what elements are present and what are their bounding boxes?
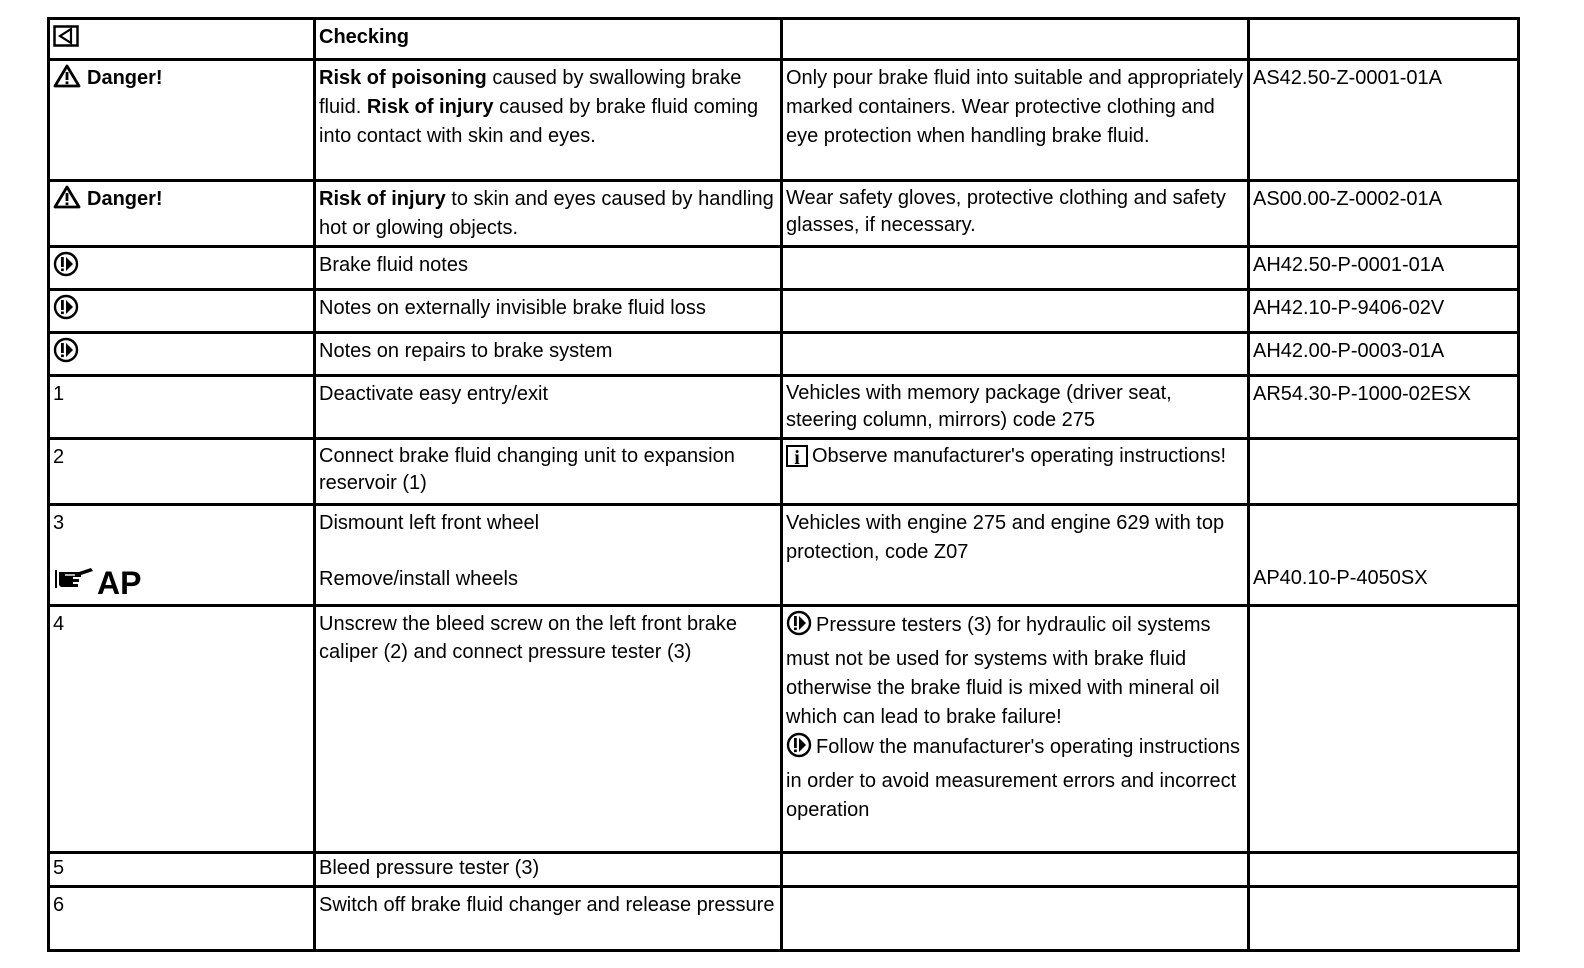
empty-cell: [782, 247, 1249, 290]
table-row: [49, 887, 1519, 951]
table-row: [49, 290, 1519, 333]
icon-cell: [49, 290, 315, 333]
note-paragraph: [786, 610, 1243, 732]
danger-cell: [49, 181, 315, 247]
document-reference[interactable]: AH42.10-P-9406-02V: [1249, 290, 1519, 333]
note-paragraph: [786, 732, 1243, 825]
step-text: Unscrew the bleed screw on the left front brake caliper (2) and connect pressure tester (3): [315, 606, 782, 853]
step-condition: Vehicles with memory package (driver seat, steering column, mirrors) code 275: [782, 376, 1249, 439]
danger-cell: [49, 60, 315, 181]
document-reference[interactable]: AP40.10-P-4050SX: [1253, 567, 1428, 589]
empty-cell: [1249, 887, 1519, 951]
empty-cell: [1249, 606, 1519, 853]
section-title: Checking: [315, 19, 782, 60]
table-row: [49, 376, 1519, 439]
hazard-measure: Wear safety gloves, protective clothing and safety glasses, if necessary.: [782, 181, 1249, 247]
note-text: Follow the manufacturer's operating instructions in order to avoid measurement errors and incorrect operation: [786, 736, 1241, 821]
warning-triangle-icon: [53, 64, 81, 97]
hand-pointer-icon: [53, 564, 95, 601]
document-reference[interactable]: AH42.50-P-0001-01A: [1249, 247, 1519, 290]
step-text-cell: [315, 505, 782, 606]
document-reference[interactable]: AS42.50-Z-0001-01A: [1249, 60, 1519, 181]
note-text: Pressure testers (3) for hydraulic oil systems must not be used for systems with brake fluid otherwise the brake fluid is mixed with mineral oil which can lead to brake failure!: [786, 614, 1220, 728]
step-text: Notes on externally invisible brake fluid loss: [315, 290, 782, 333]
table-row: [49, 505, 1519, 606]
table-row: [49, 60, 1519, 181]
empty-cell: [1249, 19, 1519, 60]
step-text: Brake fluid notes: [315, 247, 782, 290]
table-row: [49, 333, 1519, 376]
danger-label: Danger!: [87, 188, 163, 210]
danger-label: Danger!: [87, 67, 163, 89]
table-row: [49, 853, 1519, 887]
step-number: 1: [49, 376, 315, 439]
hazard-measure: Only pour brake fluid into suitable and appropriately marked containers. Wear protective clothing and eye protection when handling brake fluid.: [782, 60, 1249, 181]
step-text: Connect brake fluid changing unit to expansion reservoir (1): [315, 439, 782, 505]
warning-triangle-icon: [53, 185, 81, 218]
document-reference[interactable]: AH42.00-P-0003-01A: [1249, 333, 1519, 376]
note-circle-icon: [786, 610, 812, 645]
hazard-description: [315, 60, 782, 181]
step-number: 5: [49, 853, 315, 887]
step-text: Switch off brake fluid changer and release pressure: [315, 887, 782, 951]
hazard-bold: Risk of injury: [319, 188, 446, 210]
empty-cell: [782, 887, 1249, 951]
ap-reference: [53, 564, 309, 601]
table-row: [49, 247, 1519, 290]
table-row: [49, 439, 1519, 505]
note-circle-icon: [53, 251, 79, 286]
table-row: [49, 19, 1519, 60]
step-condition: [782, 439, 1249, 505]
step-number: 3: [53, 512, 65, 534]
empty-cell: [782, 290, 1249, 333]
step-text: Dismount left front wheel: [319, 512, 540, 534]
info-note-text: Observe manufacturer's operating instructions!: [812, 445, 1227, 467]
step-condition: Vehicles with engine 275 and engine 629 with top protection, code Z07: [782, 505, 1249, 606]
document-reference[interactable]: AS00.00-Z-0002-01A: [1249, 181, 1519, 247]
step-text: Notes on repairs to brake system: [315, 333, 782, 376]
hazard-bold: Risk of poisoning: [319, 67, 487, 89]
note-circle-icon: [53, 294, 79, 329]
empty-cell: [782, 853, 1249, 887]
hazard-description: [315, 181, 782, 247]
note-circle-icon: [786, 732, 812, 767]
step-number-cell: [49, 505, 315, 606]
hazard-text: to skin and eyes caused by handling hot or glowing objects.: [319, 188, 774, 239]
back-arrow-icon[interactable]: [53, 25, 79, 56]
step-number: 2: [49, 439, 315, 505]
reference-cell: [1249, 505, 1519, 606]
note-circle-icon: [53, 337, 79, 372]
empty-cell: [1249, 853, 1519, 887]
ap-label: AP: [97, 564, 142, 601]
icon-cell: [49, 333, 315, 376]
step-number: 4: [49, 606, 315, 853]
icon-cell: [49, 19, 315, 60]
icon-cell: [49, 247, 315, 290]
step-text: Bleed pressure tester (3): [315, 853, 782, 887]
empty-cell: [1249, 439, 1519, 505]
info-icon: i: [786, 445, 808, 467]
table-row: [49, 606, 1519, 853]
table-row: [49, 181, 1519, 247]
procedure-table: [47, 17, 1520, 952]
step-text: Deactivate easy entry/exit: [315, 376, 782, 439]
step-condition: [782, 606, 1249, 853]
sub-step-text: Remove/install wheels: [319, 568, 518, 590]
step-number: 6: [49, 887, 315, 951]
hazard-text: caused by swallowing brake fluid.: [319, 67, 742, 118]
hazard-bold: Risk of injury: [366, 96, 494, 118]
hazard-text: caused by brake fluid coming into contact with skin and eyes.: [319, 96, 759, 147]
empty-cell: [782, 333, 1249, 376]
document-reference[interactable]: AR54.30-P-1000-02ESX: [1249, 376, 1519, 439]
empty-cell: [782, 19, 1249, 60]
